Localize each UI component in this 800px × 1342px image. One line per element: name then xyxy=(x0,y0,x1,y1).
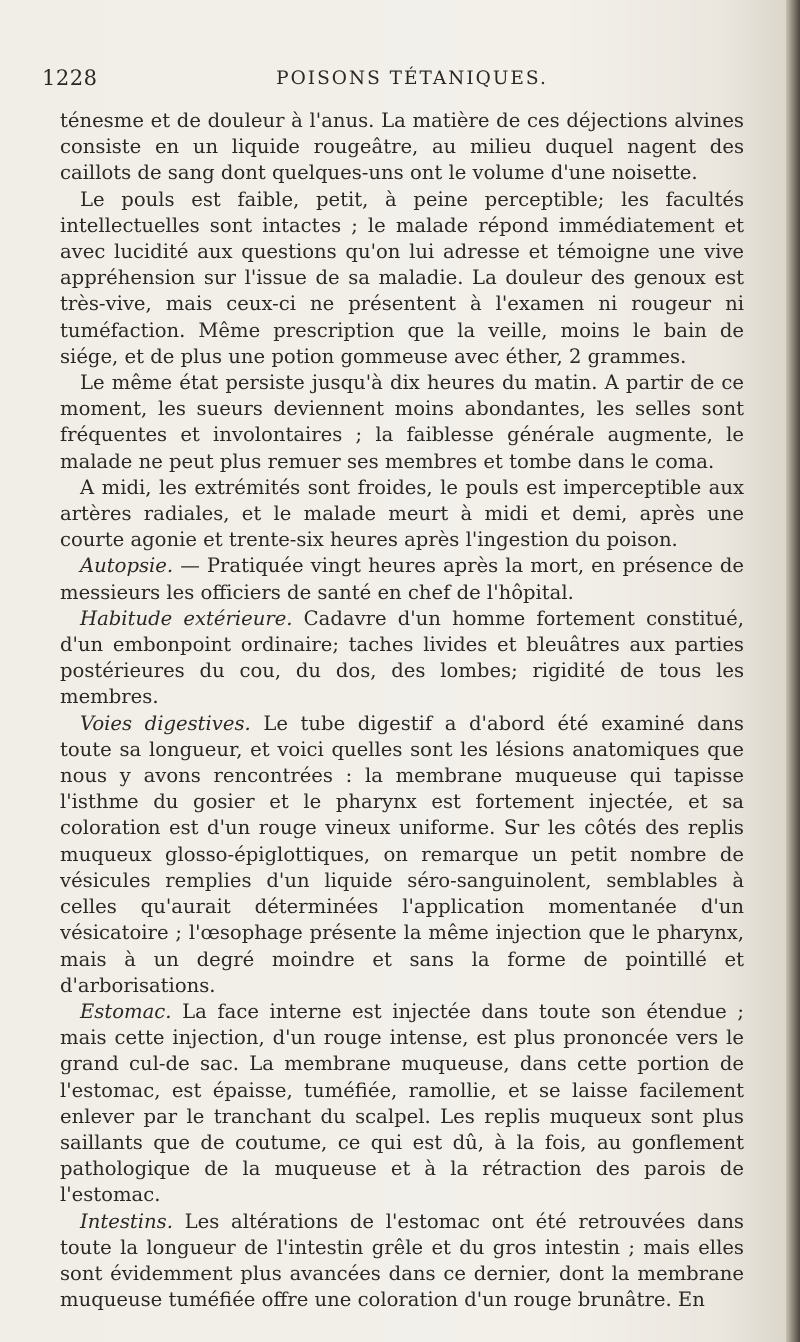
paragraph-text: Le même état persiste jusqu'à dix heures du matin. A partir de ce moment, les sueurs deviennent moins abondantes, les selles sont fréquentes et involontaires ; la faiblesse générale augmente, le malade ne peut plus remuer ses membres et tombe dans le coma. xyxy=(60,371,744,473)
paragraph xyxy=(60,606,744,711)
paragraph xyxy=(60,108,744,187)
paragraph-text: Cadavre d'un homme fortement constitué, d'un embonpoint ordinaire; taches livides et bleuâtres aux parties postérieures du cou, du dos, des lombes; rigidité de tous les membres. xyxy=(60,606,744,709)
page-header xyxy=(42,66,742,94)
paragraph xyxy=(60,553,744,605)
paragraph-lead: Autopsie. xyxy=(80,554,174,578)
paragraph xyxy=(60,999,744,1209)
paragraph-text: ténesme et de douleur à l'anus. La matière de ces déjections alvines consiste en un liquide rougeâtre, au milieu duquel nagent des caillots de sang dont quelques-uns ont le volume d'une noisette. xyxy=(60,109,744,185)
paragraph-text: La face interne est injectée dans toute son étendue ; mais cette injection, d'un rouge intense, est plus prononcée vers le grand cul-de sac. La membrane muqueuse, dans cette portion de l'estomac, est épaisse, tuméfiée, ramollie, et se laisse facilement enlever par le tranchant du scalpel. Les replis muqueux sont plus saillants que de coutume, ce qui est dû, à la fois, au gonflement pathologique de la muqueuse et à la rétraction des parois de l'estomac. xyxy=(60,999,744,1207)
running-title: POISONS TÉTANIQUES. xyxy=(276,68,548,89)
paragraph xyxy=(60,475,744,554)
paragraph-text: Le tube digestif a d'abord été examiné dans toute sa longueur, et voici quelles sont les lésions anatomiques que nous y avons rencontrées : la membrane muqueuse qui tapisse l'isthme du gosier et le pharynx est fortement injectée, et sa coloration est d'un rouge vineux uniforme. Sur les côtés des replis muqueux glosso-épiglottiques, on remarque un petit nombre de vésicules remplies d'un liquide séro-sanguinolent, semblables à celles qu'aurait déterminées l'application momentanée d'un vésicatoire ; l'œsophage présente la même injection que le pharynx, mais à un degré moindre et sans la forme de pointillé et d'arborisations. xyxy=(60,711,744,997)
paragraph-lead: Habitude extérieure. xyxy=(80,606,293,630)
paragraph-text: Les altérations de l'estomac ont été retrouvées dans toute la longueur de l'intestin grêle et du gros intestin ; mais elles sont évidemment plus avancées dans ce dernier, dont la membrane muqueuse tuméfiée offre une coloration d'un rouge brunâtre. En xyxy=(60,1209,744,1312)
paragraph-text: Le pouls est faible, petit, à peine perceptible; les facultés intellectuelles sont intactes ; le malade répond immédiatement et avec lucidité aux questions qu'on lui adresse et témoigne une vive appréhension sur l'issue de sa maladie. La douleur des genoux est très-vive, mais ceux-ci ne présentent à l'examen ni rougeur ni tuméfaction. Même prescription que la veille, moins le bain de siége, et de plus une potion gommeuse avec éther, 2 grammes. xyxy=(60,187,744,368)
paragraph xyxy=(60,1209,744,1314)
paragraph xyxy=(60,370,744,475)
body-text xyxy=(60,108,744,1313)
paragraph-lead: Intestins. xyxy=(80,1209,173,1233)
paragraph-lead: Estomac. xyxy=(80,999,172,1023)
paragraph xyxy=(60,711,744,999)
paragraph xyxy=(60,187,744,370)
paragraph-text: — Pratiquée vingt heures après la mort, en présence de messieurs les officiers de santé en chef de l'hôpital. xyxy=(60,554,744,604)
paragraph-lead: Voies digestives. xyxy=(80,711,251,735)
page-edge-shadow xyxy=(786,0,800,1342)
paragraph-text: A midi, les extrémités sont froides, le pouls est imperceptible aux artères radiales, et le malade meurt à midi et demi, après une courte agonie et trente-six heures après l'ingestion du poison. xyxy=(60,475,744,552)
page-number: 1228 xyxy=(42,66,98,90)
